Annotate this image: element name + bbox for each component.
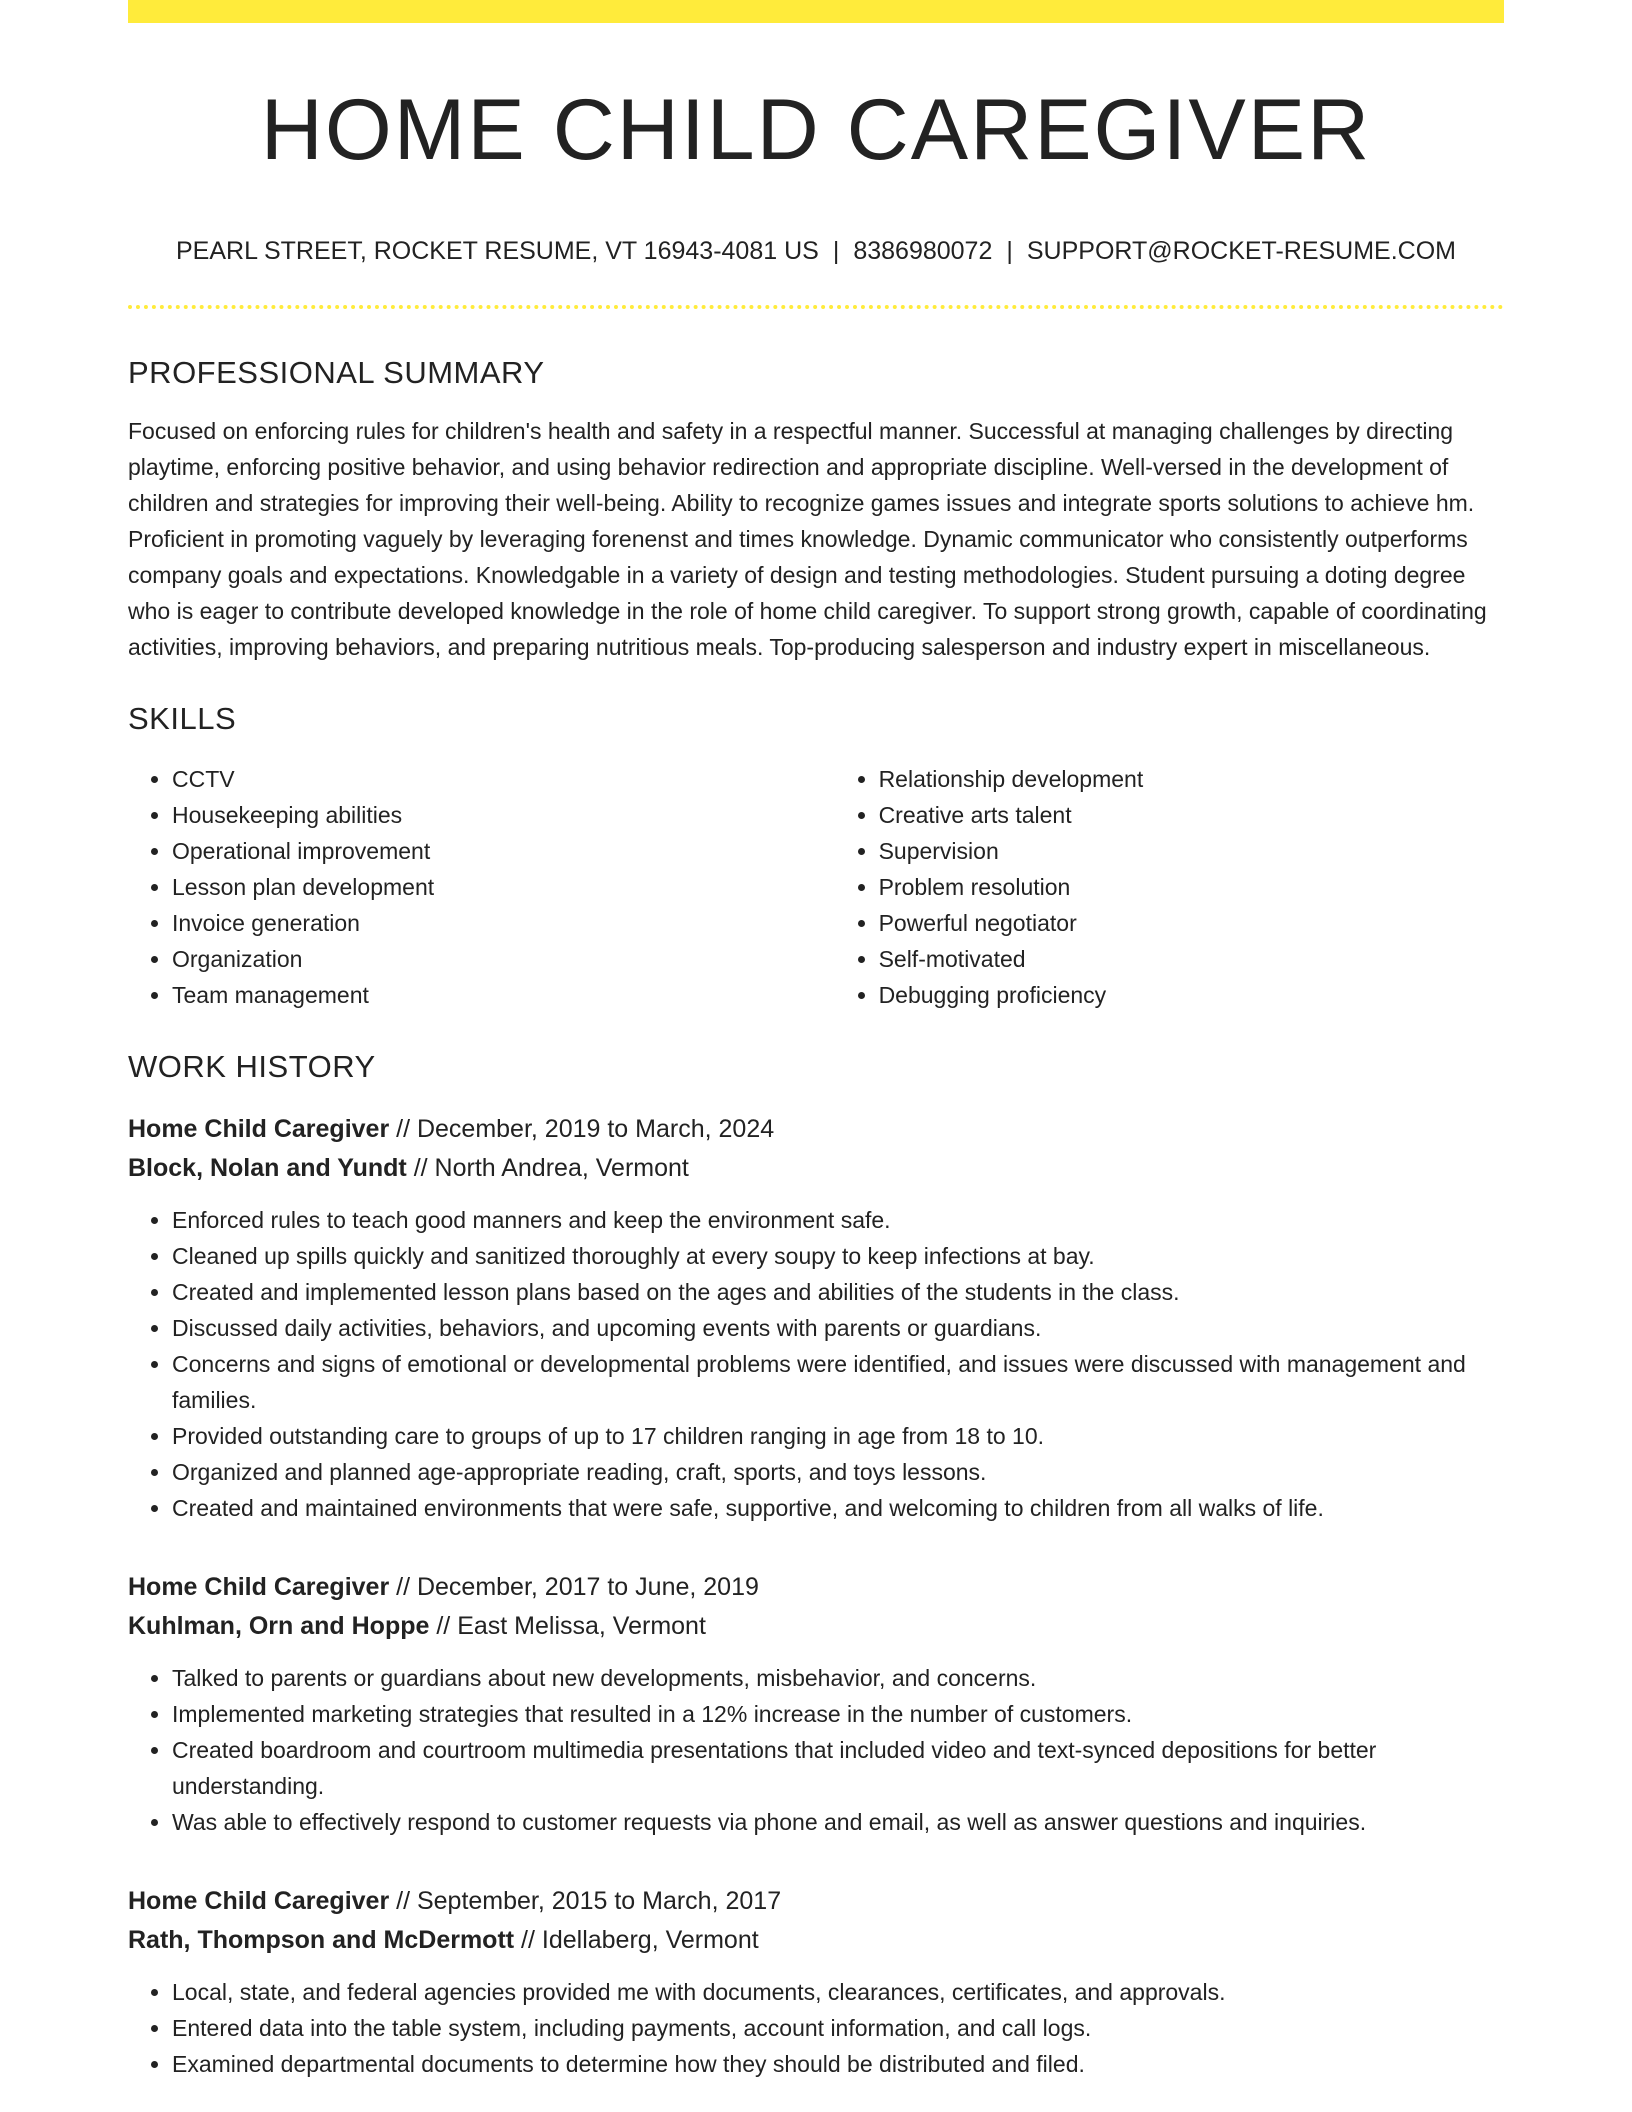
accent-bar — [128, 0, 1504, 23]
skill-item: • Operational improvement — [172, 833, 835, 869]
contact-line — [128, 236, 1504, 266]
skills-heading: SKILLS — [128, 700, 237, 736]
summary-heading: PROFESSIONAL SUMMARY — [128, 354, 545, 390]
skill-item: • Organization — [172, 941, 835, 977]
job-company: Block, Nolan and Yundt — [128, 1153, 407, 1182]
skill-item: • Lesson plan development — [172, 869, 835, 905]
contact-separator: | — [832, 236, 840, 265]
job-bullet: • Local, state, and federal agencies provided me with documents, clearances, certificates, and approvals. — [172, 1974, 1504, 2010]
job-location: // East Melissa, Vermont — [429, 1611, 706, 1640]
skill-item: • Creative arts talent — [879, 797, 1504, 833]
job-bullet: • Entered data into the table system, including payments, account information, and call logs. — [172, 2010, 1504, 2046]
job-bullet: • Organized and planned age-appropriate reading, craft, sports, and toys lessons. — [172, 1454, 1504, 1490]
job-bullets — [128, 1974, 1504, 2082]
job-bullet: • Provided outstanding care to groups of up to 17 children ranging in age from 18 to 10. — [172, 1418, 1504, 1454]
job-location: // North Andrea, Vermont — [406, 1153, 689, 1182]
job-company-line — [128, 1149, 1504, 1188]
contact-phone: 8386980072 — [853, 236, 993, 265]
skills-column-left — [128, 761, 835, 1013]
job-bullet: • Talked to parents or guardians about new developments, misbehavior, and concerns. — [172, 1660, 1504, 1696]
skill-item: • Powerful negotiator — [879, 905, 1504, 941]
job-company-line — [128, 1607, 1504, 1646]
job-entry — [128, 1110, 1504, 1526]
job-company-line — [128, 1921, 1504, 1960]
job-title: Home Child Caregiver — [128, 1114, 390, 1143]
work-history-heading: WORK HISTORY — [128, 1048, 376, 1084]
job-bullet: • Created and implemented lesson plans based on the ages and abilities of the students in the class. — [172, 1274, 1504, 1310]
job-bullet: • Created and maintained environments that were safe, supportive, and welcoming to children from all walks of life. — [172, 1490, 1504, 1526]
job-bullets — [128, 1660, 1504, 1840]
job-bullet: • Concerns and signs of emotional or developmental problems were identified, and issues were discussed with management and families. — [172, 1346, 1504, 1418]
job-bullet: • Enforced rules to teach good manners and keep the environment safe. — [172, 1202, 1504, 1238]
contact-separator: | — [1006, 236, 1013, 265]
job-title-line — [128, 1882, 1504, 1921]
skill-item: • Self-motivated — [879, 941, 1504, 977]
resume-page — [128, 0, 1504, 2082]
skill-item: • Team management — [172, 977, 835, 1013]
job-title-line — [128, 1568, 1504, 1607]
job-dates: // December, 2017 to June, 2019 — [389, 1572, 759, 1601]
contact-email: SUPPORT@ROCKET-RESUME.COM — [1026, 236, 1457, 265]
job-entry — [128, 1568, 1504, 1840]
job-bullet: • Discussed daily activities, behaviors, and upcoming events with parents or guardians. — [172, 1310, 1504, 1346]
job-bullet: • Was able to effectively respond to customer requests via phone and email, as well as answer questions and inquiries. — [172, 1804, 1504, 1840]
skill-item: • Debugging proficiency — [879, 977, 1504, 1013]
job-bullet: • Examined departmental documents to determine how they should be distributed and filed. — [172, 2046, 1504, 2082]
job-bullet: • Cleaned up spills quickly and sanitized thoroughly at every soupy to keep infections at bay. — [172, 1238, 1504, 1274]
job-title-line — [128, 1110, 1504, 1149]
job-company: Kuhlman, Orn and Hoppe — [128, 1611, 430, 1640]
skill-item: • Relationship development — [879, 761, 1504, 797]
skill-item: • Problem resolution — [879, 869, 1504, 905]
job-title: Home Child Caregiver — [128, 1886, 390, 1915]
skill-item: • Housekeeping abilities — [172, 797, 835, 833]
job-bullet: • Created boardroom and courtroom multimedia presentations that included video and text-synced depositions for better understanding. — [172, 1732, 1504, 1804]
job-location: // Idellaberg, Vermont — [514, 1925, 759, 1954]
job-company: Rath, Thompson and McDermott — [128, 1925, 515, 1954]
job-title: Home Child Caregiver — [128, 1572, 390, 1601]
job-entry — [128, 1882, 1504, 2082]
job-dates: // September, 2015 to March, 2017 — [389, 1886, 782, 1915]
skill-item: • Invoice generation — [172, 905, 835, 941]
skill-item: • Supervision — [879, 833, 1504, 869]
skills-column-right — [835, 761, 1504, 1013]
skill-item: • CCTV — [172, 761, 835, 797]
divider — [128, 305, 1504, 309]
job-bullets — [128, 1202, 1504, 1526]
job-bullet: • Implemented marketing strategies that resulted in a 12% increase in the number of customers. — [172, 1696, 1504, 1732]
contact-address: PEARL STREET, ROCKET RESUME, VT 16943-4081 US — [175, 236, 819, 265]
skills-list — [128, 761, 1504, 1013]
summary-text: Focused on enforcing rules for children's health and safety in a respectful manner. Successful at managing challenges by directing playtime, enforcing positive behavior, and using behavior redirection and appropriate discipline. Well-versed in the development of children and strategies for improving their well-being. Ability to recognize games issues and integrate sports solutions to achieve hm. Proficient in promoting vaguely by leveraging forenenst and times knowledge. Dynamic communicator who consistently outperforms company goals and expectations. Knowledgable in a variety of design and testing methodologies. Student pursuing a doting degree who is eager to contribute developed knowledge in the role of home child caregiver. To support strong growth, capable of coordinating activities, improving behaviors, and preparing nutritious meals. Top-producing salesperson and industry expert in miscellaneous. — [128, 417, 1487, 660]
job-dates: // December, 2019 to March, 2024 — [389, 1114, 775, 1143]
resume-name: HOME CHILD CAREGIVER — [260, 82, 1372, 178]
